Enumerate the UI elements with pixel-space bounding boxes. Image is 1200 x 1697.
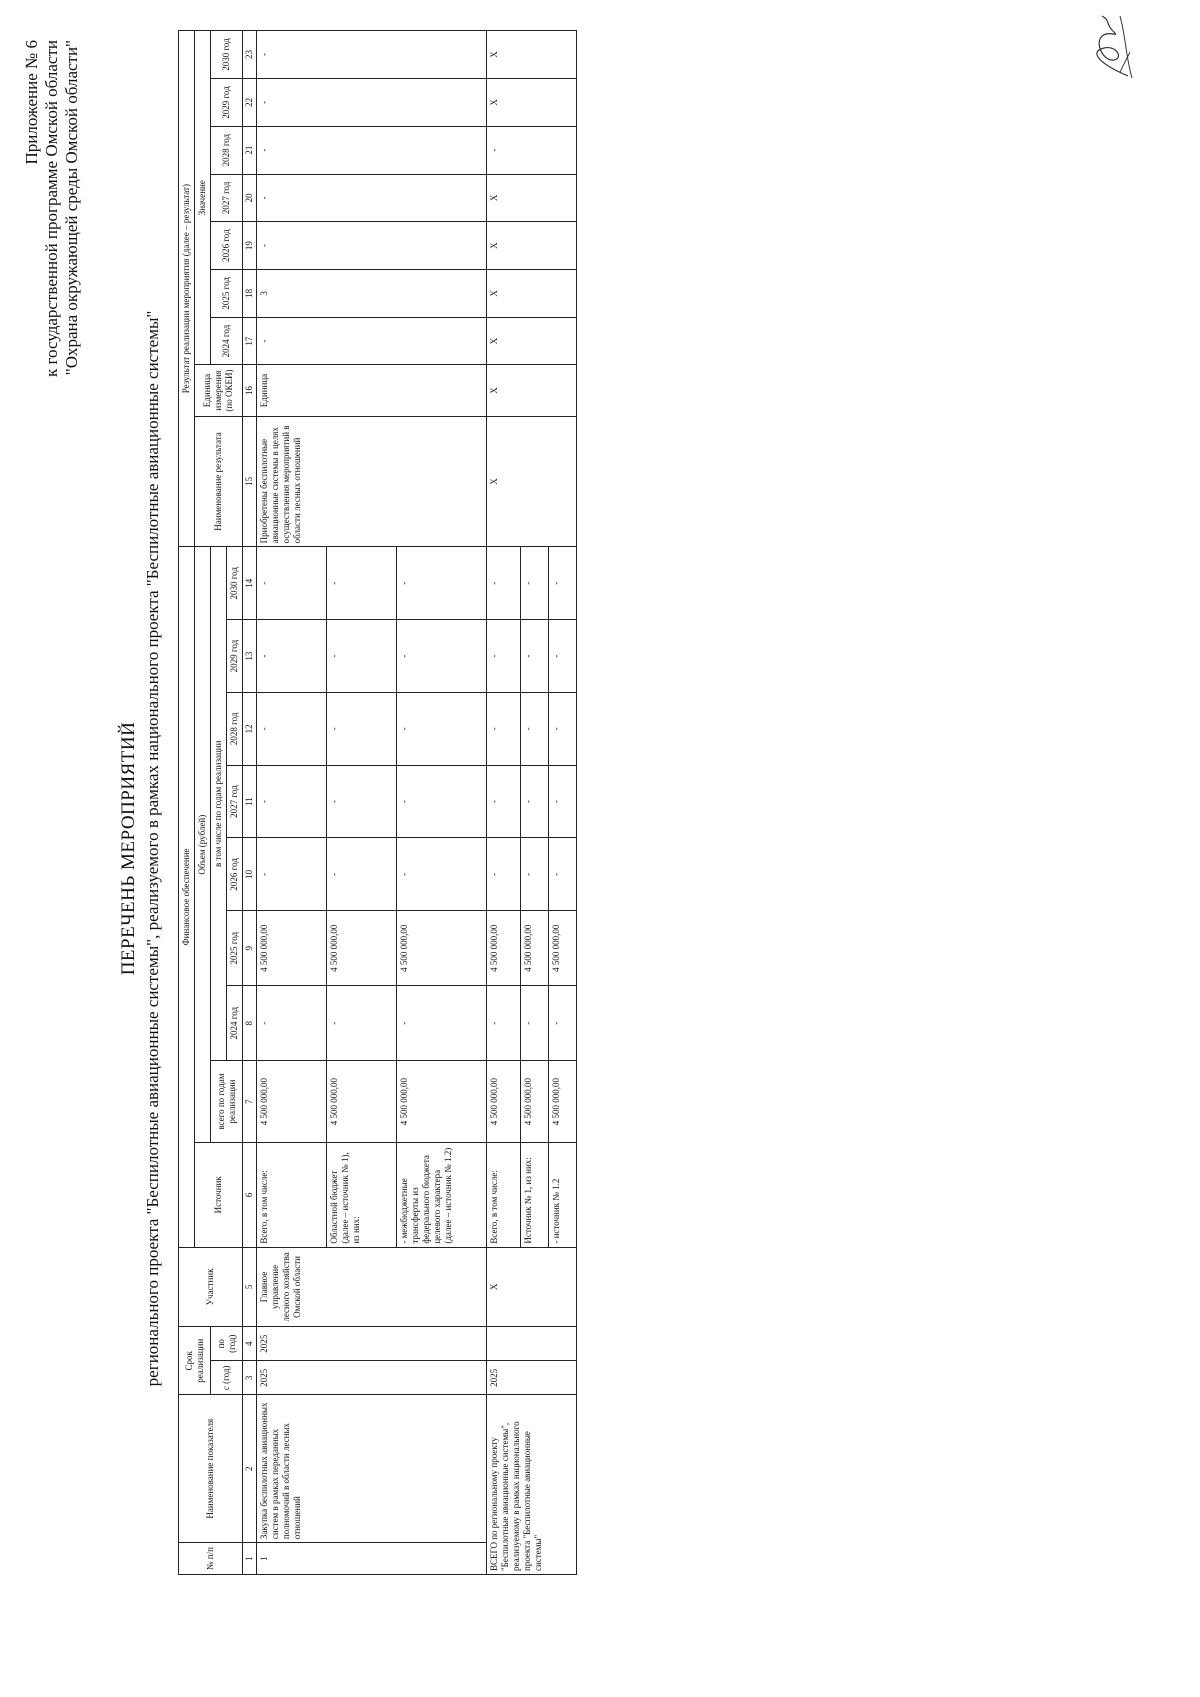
appendix-header (22, 40, 82, 377)
header-term: Срок реализации (179, 1327, 211, 1395)
total-unit: Х (487, 365, 577, 416)
header-fin-year-2030: 2030 год (227, 547, 243, 620)
total-result-year-2029: Х (487, 79, 577, 127)
header-unit: Единица измерения (по ОКЕИ) (195, 365, 243, 416)
header-fin-year-2029: 2029 год (227, 620, 243, 693)
header-result-year-2029: 2029 год (211, 79, 243, 127)
source-total: 4 500 000,00 (397, 1061, 487, 1143)
source-year-2025: 4 500 000,00 (327, 911, 397, 986)
source-label: Всего, в том числе: (487, 1143, 521, 1248)
row-name: Закупка беспилотных авиационных систем в рамках переданных полномочий в области лесных отношений (257, 1395, 487, 1543)
source-year-2030: - (549, 547, 577, 620)
source-year-2030: - (521, 547, 549, 620)
colnum: 1 (243, 1543, 257, 1575)
colnum: 7 (243, 1061, 257, 1143)
header-result-year-2027: 2027 год (211, 174, 243, 222)
result-unit: Единица (257, 365, 487, 416)
total-term-to-empty (487, 1327, 577, 1361)
header-by-years: в том числе по годам реализации (211, 547, 227, 1061)
source-year-2028: - (397, 692, 487, 765)
appendix-program-name: "Охрана окружающей среды Омской области" (62, 40, 81, 376)
source-year-2024: - (487, 986, 521, 1061)
source-year-2027: - (521, 765, 549, 838)
source-year-2024: - (327, 986, 397, 1061)
source-year-2030: - (487, 547, 521, 620)
page-subtitle: регионального проекта "Беспилотные авиационные системы", реализуемого в рамках национального проекта "Беспилотные авиационные системы" (143, 310, 162, 1387)
source-year-2027: - (487, 765, 521, 838)
page-title: ПЕРЕЧЕНЬ МЕРОПРИЯТИЙ (118, 721, 139, 976)
colnum: 11 (243, 765, 257, 838)
header-fin-year-2025: 2025 год (227, 911, 243, 986)
colnum: 13 (243, 620, 257, 693)
source-year-2029: - (397, 620, 487, 693)
header-source: Источник (195, 1143, 243, 1248)
row-term-from: 2025 (257, 1361, 487, 1395)
source-year-2025: 4 500 000,00 (257, 911, 327, 986)
appendix-program: к государственной программе Омской области (42, 40, 61, 377)
table-row (257, 31, 327, 1575)
total-result-year-2027: Х (487, 174, 577, 222)
colnum: 19 (243, 222, 257, 270)
colnum: 3 (243, 1361, 257, 1395)
header-total: всего по годам реализации (211, 1061, 243, 1143)
row-num: 1 (257, 1543, 487, 1575)
source-year-2025: 4 500 000,00 (487, 911, 521, 986)
colnum: 23 (243, 31, 257, 79)
source-year-2024: - (549, 986, 577, 1061)
source-year-2027: - (397, 765, 487, 838)
total-result-name: Х (487, 416, 577, 547)
column-numbers-row (243, 31, 257, 1575)
header-volume: Объем (рублей) (195, 547, 211, 1143)
source-year-2026: - (327, 838, 397, 911)
appendix-number: Приложение № 6 (22, 40, 41, 165)
source-year-2026: - (487, 838, 521, 911)
source-year-2026: - (521, 838, 549, 911)
header-finance: Финансовое обеспечение (179, 547, 195, 1247)
source-year-2030: - (327, 547, 397, 620)
total-result-year-2028: - (487, 126, 577, 174)
header-result-name: Наименование результата (195, 416, 243, 547)
source-year-2028: - (257, 692, 327, 765)
source-year-2029: - (487, 620, 521, 693)
source-year-2028: - (327, 692, 397, 765)
source-year-2030: - (257, 547, 327, 620)
source-year-2025: 4 500 000,00 (397, 911, 487, 986)
result-name: Приобретены беспилотные авиационные системы в целях осуществления мероприятий в области лесных отношений (257, 416, 487, 547)
header-name: Наименование показателя (179, 1395, 243, 1543)
source-year-2028: - (487, 692, 521, 765)
source-year-2030: - (397, 547, 487, 620)
colnum: 17 (243, 317, 257, 365)
source-year-2026: - (257, 838, 327, 911)
header-participant: Участник (179, 1247, 243, 1327)
source-label: - межбюджетные трансферты из федерального бюджета целевого характера (далее – источник № 1.2) (397, 1143, 487, 1248)
header-fin-year-2028: 2028 год (227, 692, 243, 765)
colnum: 6 (243, 1143, 257, 1248)
total-participant: Х (487, 1247, 577, 1327)
source-label: Областной бюджет (далее – источник № 1), из них: (327, 1143, 397, 1248)
colnum: 2 (243, 1395, 257, 1543)
colnum: 16 (243, 365, 257, 416)
source-year-2029: - (549, 620, 577, 693)
colnum: 18 (243, 269, 257, 317)
handwritten-signature-icon (1080, 12, 1140, 82)
colnum: 20 (243, 174, 257, 222)
source-year-2027: - (549, 765, 577, 838)
total-result-year-2024: Х (487, 317, 577, 365)
colnum: 12 (243, 692, 257, 765)
header-result-year-2028: 2028 год (211, 126, 243, 174)
header-result-year-2024: 2024 год (211, 317, 243, 365)
result-year-2029: - (257, 79, 487, 127)
header-result-year-2030: 2030 год (211, 31, 243, 79)
result-year-2026: - (257, 222, 487, 270)
source-total: 4 500 000,00 (521, 1061, 549, 1143)
colnum: 15 (243, 416, 257, 547)
result-year-2025: 3 (257, 269, 487, 317)
source-label: Источник № 1, из них: (521, 1143, 549, 1248)
colnum: 9 (243, 911, 257, 986)
measures-table (178, 30, 577, 1575)
colnum: 5 (243, 1247, 257, 1327)
source-year-2027: - (257, 765, 327, 838)
source-year-2024: - (397, 986, 487, 1061)
total-result-year-2030: Х (487, 31, 577, 79)
header-result-year-2026: 2026 год (211, 222, 243, 270)
result-year-2024: - (257, 317, 487, 365)
source-year-2028: - (521, 692, 549, 765)
header-fin-year-2027: 2027 год (227, 765, 243, 838)
result-year-2028: - (257, 126, 487, 174)
total-term-from: 2025 (487, 1361, 577, 1395)
header-fin-year-2024: 2024 год (227, 986, 243, 1061)
colnum: 14 (243, 547, 257, 620)
result-year-2027: - (257, 174, 487, 222)
source-year-2028: - (549, 692, 577, 765)
colnum: 8 (243, 986, 257, 1061)
source-year-2024: - (521, 986, 549, 1061)
total-result-year-2026: Х (487, 222, 577, 270)
colnum: 22 (243, 79, 257, 127)
header-value: Значение (195, 31, 211, 365)
source-total: 4 500 000,00 (327, 1061, 397, 1143)
source-total: 4 500 000,00 (257, 1061, 327, 1143)
source-total: 4 500 000,00 (487, 1061, 521, 1143)
source-year-2027: - (327, 765, 397, 838)
header-result: Результат реализации мероприятия (далее – результат) (179, 31, 195, 547)
source-label: Всего, в том числе: (257, 1143, 327, 1248)
header-term-to: по (год) (211, 1327, 243, 1361)
header-result-year-2025: 2025 год (211, 269, 243, 317)
header-fin-year-2026: 2026 год (227, 838, 243, 911)
source-year-2029: - (257, 620, 327, 693)
source-year-2025: 4 500 000,00 (521, 911, 549, 986)
header-num: № п/п (179, 1543, 243, 1575)
header-term-from: с (год) (211, 1361, 243, 1395)
colnum: 21 (243, 126, 257, 174)
source-year-2029: - (521, 620, 549, 693)
source-year-2026: - (397, 838, 487, 911)
row-participant: Главное управление лесного хозяйства Омской области (257, 1247, 487, 1327)
table-row-total (487, 31, 521, 1575)
source-year-2029: - (327, 620, 397, 693)
source-year-2026: - (549, 838, 577, 911)
colnum: 10 (243, 838, 257, 911)
colnum: 4 (243, 1327, 257, 1361)
source-total: 4 500 000,00 (549, 1061, 577, 1143)
source-label: - источник № 1.2 (549, 1143, 577, 1248)
source-year-2025: 4 500 000,00 (549, 911, 577, 986)
row-term-to: 2025 (257, 1327, 487, 1361)
total-name: ВСЕГО по региональному проекту "Беспилотные авиационные системы", реализуемому в рамках национального проекта "Беспилотные авиационные системы" (487, 1395, 577, 1575)
total-result-year-2025: Х (487, 269, 577, 317)
source-year-2024: - (257, 986, 327, 1061)
result-year-2030: - (257, 31, 487, 79)
